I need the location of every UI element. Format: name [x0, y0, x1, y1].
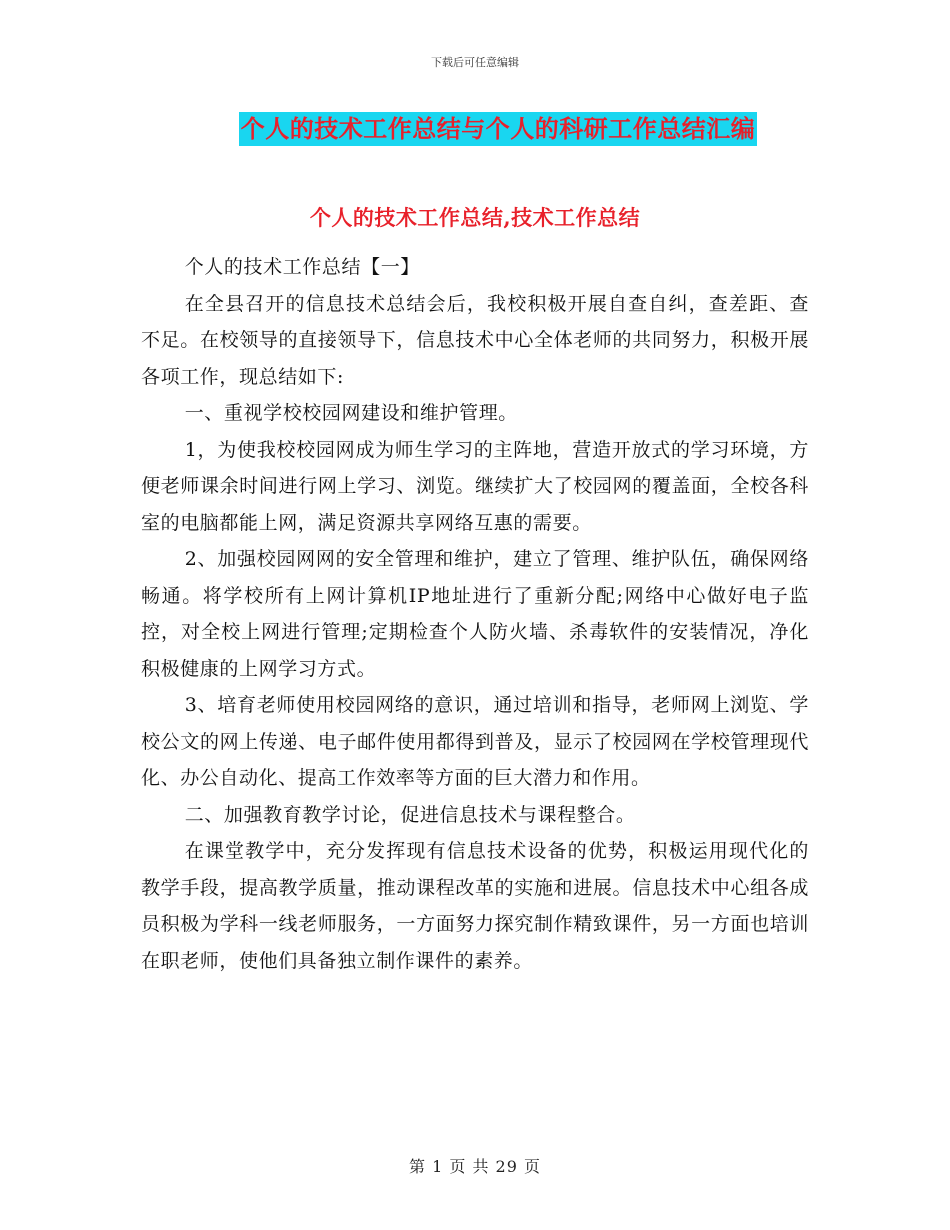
paragraph: 在全县召开的信息技术总结会后，我校积极开展自查自纠，查差距、查不足。在校领导的直接领导下，信息技术中心全体老师的共同努力，积极开展各项工作，现总结如下:: [141, 292, 809, 388]
paragraph: 1，为使我校校园网成为师生学习的主阵地，营造开放式的学习环境，方便老师课余时间进行网上学习、浏览。继续扩大了校园网的覆盖面，全校各科室的电脑都能上网，满足资源共享网络互惠的需要。: [141, 438, 809, 534]
section-title: 个人的技术工作总结,技术工作总结: [309, 205, 641, 230]
page-number-footer: 第 1 页 共 29 页: [409, 1157, 541, 1176]
paragraph: 2、加强校园网网的安全管理和维护，建立了管理、维护队伍，确保网络畅通。将学校所有上网计算机IP地址进行了重新分配;网络中心做好电子监控，对全校上网进行管理;定期检查个人防火墙、杀毒软件的安装情况，净化积极健康的上网学习方式。: [141, 548, 809, 680]
paragraph-heading-1: 个人的技术工作总结【一】: [184, 256, 420, 278]
paragraph: 在课堂教学中，充分发挥现有信息技术设备的优势，积极运用现代化的教学手段，提高教学质量，推动课程改革的实施和进展。信息技术中心组各成员积极为学科一线老师服务，一方面努力探究制作精致课件，另一方面也培训在职老师，使他们具备独立制作课件的素养。: [141, 840, 809, 972]
paragraph: 3、培育老师使用校园网络的意识，通过培训和指导，老师网上浏览、学校公文的网上传递、电子邮件使用都得到普及，显示了校园网在学校管理现代化、办公自动化、提高工作效率等方面的巨大潜力和作用。: [141, 694, 809, 789]
paragraph-heading-2: 一、重视学校校园网建设和维护管理。: [184, 402, 518, 424]
page-header-note: 下载后可任意编辑: [431, 56, 519, 69]
document-main-title: 个人的技术工作总结与个人的科研工作总结汇编: [239, 112, 758, 146]
document-body: [141, 249, 809, 979]
paragraph-heading-3: 二、加强教育教学讨论，促进信息技术与课程整合。: [184, 803, 636, 826]
main-title-container: [0, 112, 950, 146]
